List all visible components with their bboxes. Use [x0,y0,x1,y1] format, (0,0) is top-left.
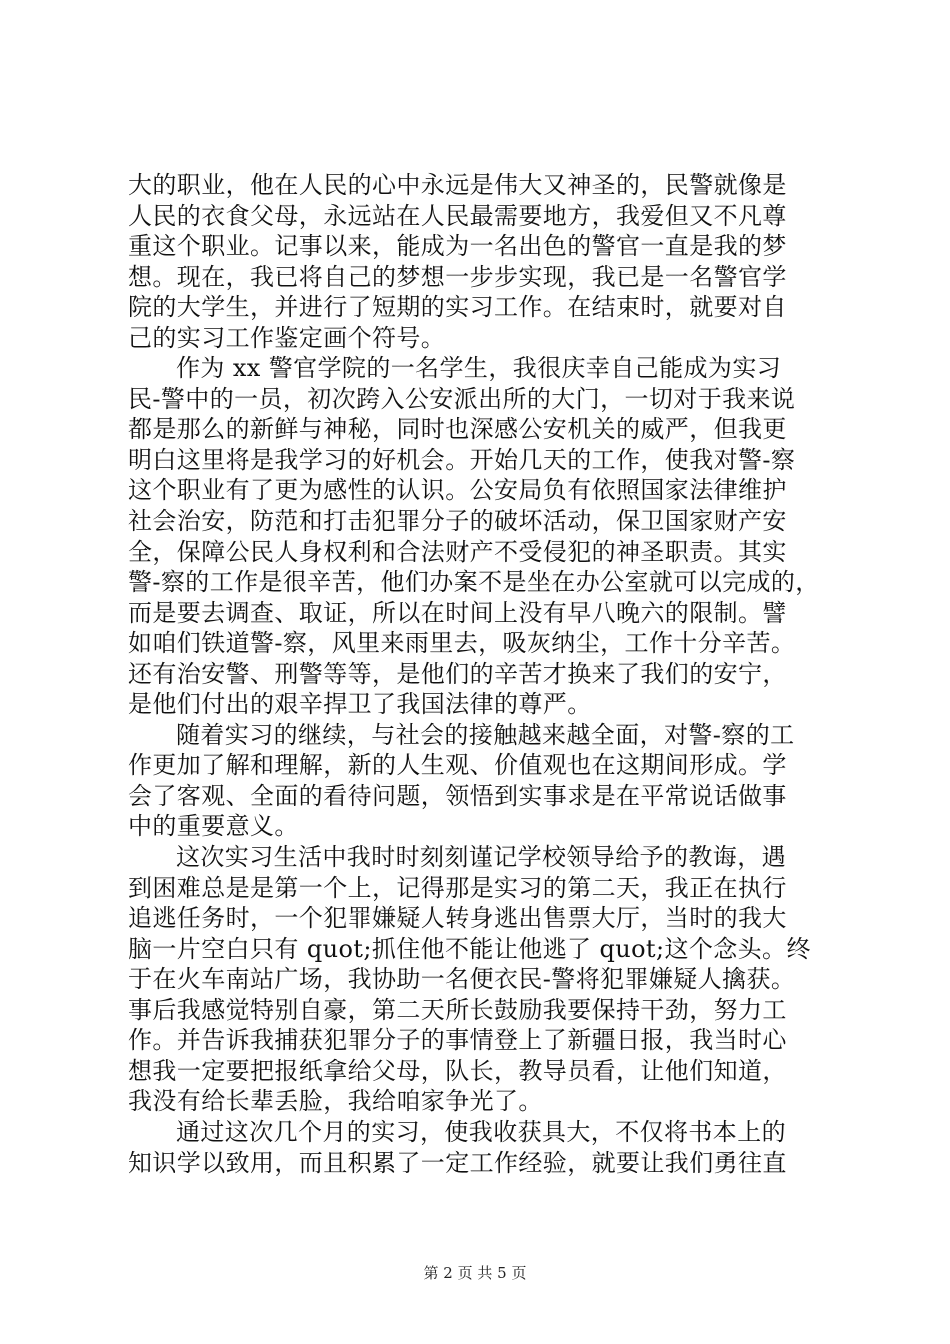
text-line: 到困难总是是第一个上，记得那是实习的第二天，我正在执行 [128,873,787,902]
text-line: 重这个职业。记事以来，能成为一名出色的警官一直是我的梦 [128,232,787,261]
text-line: 作为 xx 警官学院的一名学生，我很庆幸自己能成为实习 [176,354,782,383]
text-line: 院的大学生，并进行了短期的实习工作。在结束时，就要对自 [128,293,787,322]
text-line: 知识学以致用，而且积累了一定工作经验，就要让我们勇往直 [128,1148,787,1177]
text-line: 己的实习工作鉴定画个符号。 [128,323,446,352]
text-line: 如咱们铁道警-察，风里来雨里去，吸灰纳尘，工作十分辛苦。 [128,629,796,658]
text-line: 中的重要意义。 [128,812,299,841]
text-line: 这个职业有了更为感性的认识。公安局负有依照国家法律维护 [128,476,787,505]
text-line: 明白这里将是我学习的好机会。开始几天的工作，使我对警-察 [128,445,796,474]
text-line: 民-警中的一员，初次跨入公安派出所的大门，一切对于我来说 [128,384,796,413]
text-line: 脑一片空白只有 quot;抓住他不能让他逃了 quot;这个念头。终 [128,934,811,963]
text-line: 人民的衣食父母，永远站在人民最需要地方，我爱但又不凡尊 [128,201,787,230]
document-body [128,170,828,1178]
text-line: 随着实习的继续，与社会的接触越来越全面，对警-察的工 [176,720,795,749]
page-number: 第 2 页 共 5 页 [423,1264,527,1282]
text-line: 社会治安，防范和打击犯罪分子的破坏活动，保卫国家财产安 [128,507,787,536]
text-line: 警-察的工作是很辛苦，他们办案不是坐在办公室就可以完成的， [128,568,820,597]
text-line: 全，保障公民人身权利和合法财产不受侵犯的神圣职责。其实 [128,537,787,566]
text-line: 大的职业，他在人民的心中永远是伟大又神圣的，民警就像是 [128,171,787,199]
text-line: 于在火车南站广场，我协助一名便衣民-警将犯罪嫌疑人擒获。 [128,965,796,994]
text-line: 会了客观、全面的看待问题，领悟到实事求是在平常说话做事 [128,781,787,810]
text-line: 通过这次几个月的实习，使我收获具大，不仅将书本上的 [176,1117,786,1146]
text-line: 作。并告诉我捕获犯罪分子的事情登上了新疆日报，我当时心 [128,1026,787,1055]
text-line: 是他们付出的艰辛捍卫了我国法律的尊严。 [128,690,592,719]
page-footer [0,1262,950,1283]
text-line: 还有治安警、刑警等等，是他们的辛苦才换来了我们的安宁， [128,659,787,688]
text-line: 作更加了解和理解，新的人生观、价值观也在这期间形成。学 [128,751,787,780]
text-line: 事后我感觉特别自豪，第二天所长鼓励我要保持干劲，努力工 [128,995,787,1024]
text-line: 都是那么的新鲜与神秘，同时也深感公安机关的威严，但我更 [128,415,787,444]
text-line: 想我一定要把报纸拿给父母，队长，教导员看，让他们知道， [128,1056,787,1085]
text-line: 想。现在，我已将自己的梦想一步步实现，我已是一名警官学 [128,262,787,291]
text-line: 这次实习生活中我时时刻刻谨记学校领导给予的教诲，遇 [176,843,786,872]
text-line: 而是要去调查、取证，所以在时间上没有早八晚六的限制。譬 [128,598,787,627]
text-line: 追逃任务时，一个犯罪嫌疑人转身逃出售票大厅，当时的我大 [128,904,787,933]
text-line: 我没有给长辈丢脸，我给咱家争光了。 [128,1087,543,1116]
